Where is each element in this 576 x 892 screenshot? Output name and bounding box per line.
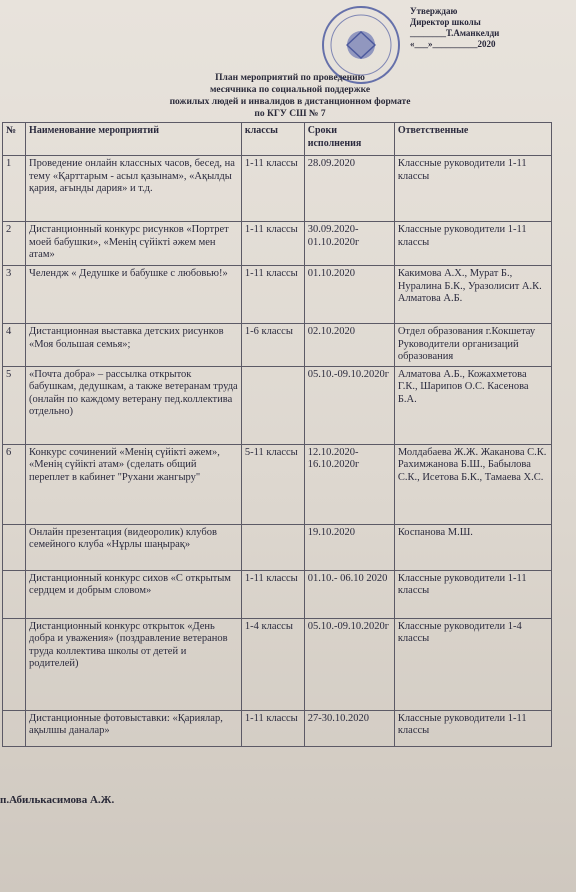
cell-classes [241, 366, 304, 444]
table-row [3, 710, 552, 746]
cell-dates: 01.10.- 06.10 2020 [304, 570, 394, 618]
cell-num [3, 524, 26, 570]
cell-name: Дистанционный конкурс рисунков «Портрет моей бабушки», «Менің сүйікті әжем мен атам» [26, 222, 242, 266]
cell-classes: 1-11 классы [241, 266, 304, 324]
header-dates: Сроки исполнения [304, 123, 394, 156]
cell-name: Онлайн презентация (видеоролик) клубов семейного клуба «Нұрлы шаңырақ» [26, 524, 242, 570]
cell-dates: 01.10.2020 [304, 266, 394, 324]
cell-classes: 1-11 классы [241, 570, 304, 618]
table-row [3, 570, 552, 618]
signature-line: п.Абилькасимова А.Ж. [0, 794, 115, 806]
title-line-2: месячника по социальной поддержке [209, 85, 371, 95]
cell-responsible: Классные руководители 1-11 классы [394, 222, 551, 266]
cell-dates: 28.09.2020 [304, 156, 394, 222]
cell-dates: 30.09.2020-01.10.2020г [304, 222, 394, 266]
document-title [100, 72, 480, 120]
table-row [3, 444, 552, 524]
events-table-wrap [2, 122, 552, 747]
header-classes: классы [241, 123, 304, 156]
cell-classes: 1-11 классы [241, 222, 304, 266]
cell-dates: 05.10.-09.10.2020г [304, 618, 394, 710]
cell-classes [241, 524, 304, 570]
table-row [3, 156, 552, 222]
table-row [3, 618, 552, 710]
cell-name: Проведение онлайн классных часов, бесед, на тему «Қарттарым - асыл қазынам», «Ақылды қария, ағынды дария» и т.д. [26, 156, 242, 222]
approval-line-4: «___»__________2020 [410, 39, 496, 49]
cell-num: 3 [3, 266, 26, 324]
cell-name: «Почта добра» – рассылка открыток бабушкам, дедушкам, а также ветеранам труда (онлайн по каждому ветерану пед.коллектива отдельно) [26, 366, 242, 444]
cell-num: 6 [3, 444, 26, 524]
cell-dates: 27-30.10.2020 [304, 710, 394, 746]
approval-block [410, 6, 570, 50]
cell-name: Конкурс сочинений «Менің сүйікті әжем», «Менің сүйікті атам» (сделать общий переплет в кабинет "Рухани жангыру" [26, 444, 242, 524]
cell-num [3, 618, 26, 710]
cell-responsible: Молдабаева Ж.Ж. Жаканова С.К. Рахимжанова Б.Ш., Бабылова С.К., Исетова Б.К., Тамаева Х.С. [394, 444, 551, 524]
cell-name: Дистанционная выставка детских рисунков «Моя большая семья»; [26, 324, 242, 367]
table-header-row [3, 123, 552, 156]
cell-classes: 1-6 классы [241, 324, 304, 367]
cell-name: Дистанционный конкурс открыток «День добра и уважения» (поздравление ветеранов труда коллектива школы от детей и родителей) [26, 618, 242, 710]
events-table [2, 122, 552, 747]
cell-name: Дистанционный конкурс сихов «С открытым сердцем и добрым словом» [26, 570, 242, 618]
cell-name: Челендж « Дедушке и бабушке с любовью!» [26, 266, 242, 324]
title-line-4: по КГУ СШ № 7 [254, 109, 326, 119]
cell-num: 5 [3, 366, 26, 444]
cell-responsible: Классные руководители 1-11 классы [394, 570, 551, 618]
approval-line-2: Директор школы [410, 17, 481, 27]
header-name: Наименование мероприятий [26, 123, 242, 156]
cell-responsible: Классные руководители 1-4 классы [394, 618, 551, 710]
header-num: № [3, 123, 26, 156]
cell-dates: 05.10.-09.10.2020г [304, 366, 394, 444]
table-row [3, 266, 552, 324]
cell-classes: 5-11 классы [241, 444, 304, 524]
cell-responsible: Коспанова М.Ш. [394, 524, 551, 570]
cell-dates: 02.10.2020 [304, 324, 394, 367]
approval-line-3: ________Т.Аманкелди [410, 28, 500, 38]
cell-num: 4 [3, 324, 26, 367]
table-row [3, 222, 552, 266]
cell-classes: 1-4 классы [241, 618, 304, 710]
cell-responsible: Классные руководители 1-11 классы [394, 156, 551, 222]
title-line-1: План мероприятий по проведению [215, 73, 365, 83]
cell-responsible: Классные руководители 1-11 классы [394, 710, 551, 746]
cell-name: Дистанционные фотовыставки: «Қариялар, ақылшы даналар» [26, 710, 242, 746]
header-responsible: Ответственные [394, 123, 551, 156]
cell-classes: 1-11 классы [241, 156, 304, 222]
cell-num: 2 [3, 222, 26, 266]
cell-num [3, 710, 26, 746]
cell-responsible: Какимова А.Х., Мурат Б., Нуралина Б.К., Уразолисит А.К. Алматова А.Б. [394, 266, 551, 324]
table-row [3, 366, 552, 444]
approval-line-1: Утверждаю [410, 6, 458, 16]
title-line-3: пожилых людей и инвалидов в дистанционном формате [169, 97, 411, 107]
cell-responsible: Отдел образования г.Кокшетау Руководители организаций образования [394, 324, 551, 367]
cell-dates: 19.10.2020 [304, 524, 394, 570]
cell-responsible: Алматова А.Б., Кожахметова Г.К., Шарипов О.С. Касенова Б.А. [394, 366, 551, 444]
cell-num: 1 [3, 156, 26, 222]
cell-num [3, 570, 26, 618]
table-row [3, 324, 552, 367]
table-row [3, 524, 552, 570]
cell-classes: 1-11 классы [241, 710, 304, 746]
cell-dates: 12.10.2020-16.10.2020г [304, 444, 394, 524]
